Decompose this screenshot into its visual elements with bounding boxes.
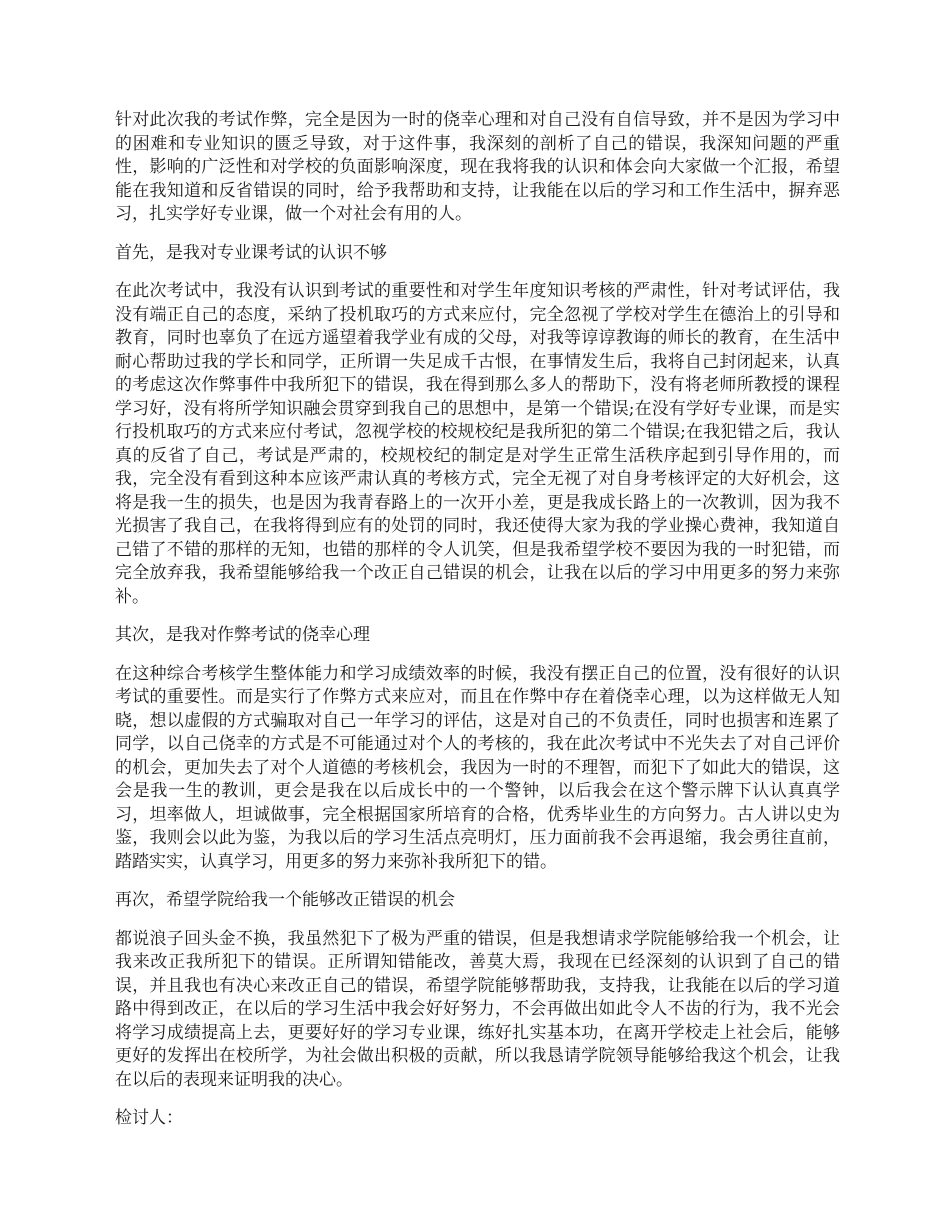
third-section-paragraph: 都说浪子回头金不换，我虽然犯下了极为严重的错误，但是我想请求学院能够给我一个机会，让我来改正我所犯下的错误。正所谓知错能改，善莫大焉，我现在已经深刻的认识到了自己的错误，并且我也有决心来改正自己的错误，希望学院能够帮助我，支持我，让我能在以后的学习道路中得到改正，在以后的学习生活中我会好好努力，不会再做出如此令人不齿的行为，我不光会将学习成绩提高上去，更要好好的学习专业课，练好扎实基本功，在离开学校走上社会后，能够更好的发挥出在校所学，为社会做出积极的贡献，所以我恳请学院领导能够给我这个机会，让我在以后的表现来证明我的决心。 [115,928,840,1090]
section-heading-first: 首先，是我对专业课考试的认识不够 [115,242,387,263]
signature-line: 检讨人： [115,1108,183,1128]
intro-paragraph: 针对此次我的考试作弊，完全是因为一时的侥幸心理和对自己没有自信导致，并不是因为学习中的困难和专业知识的匮乏导致，对于这件事，我深刻的剖析了自己的错误，我深知问题的严重性，影响的广泛性和对学校的负面影响深度，现在我将我的认识和体会向大家做一个汇报，希望能在我知道和反省错误的同时，给予我帮助和支持，让我能在以后的学习和工作生活中，摒弃恶习，扎实学好专业课，做一个对社会有用的人。 [115,110,840,224]
document-page [115,109,840,1146]
section-heading-third: 再次，希望学院给我一个能够改正错误的机会 [115,890,455,910]
section-heading-second: 其次，是我对作弊考试的侥幸心理 [115,625,370,645]
first-section-paragraph: 在此次考试中，我没有认识到考试的重要性和对学生年度知识考核的严肃性，针对考试评估，我没有端正自己的态度，采纳了投机取巧的方式来应付，完全忽视了学校对学生在德治上的引导和教育，同时也辜负了在远方遥望着我学业有成的父母，对我等谆谆教诲的师长的教育，在生活中耐心帮助过我的学长和同学，正所谓一失足成千古恨，在事情发生后，我将自己封闭起来，认真的考虑这次作弊事件中我所犯下的错误，我在得到那么多人的帮助下，没有将老师所教授的课程学习好，没有将所学知识融会贯穿到我自己的思想中，是第一个错误;在没有学好专业课，而是实行投机取巧的方式来应付考试，忽视学校的校规校纪是我所犯的第二个错误;在我犯错之后，我认真的反省了自己，考试是严肃的，校规校纪的制定是对学生正常生活秩序起到引导作用的，而我，完全没有看到这种本应该严肃认真的考核方式，完全无视了对自身考核评定的大好机会，这将是我一生的损失，也是因为我青春路上的一次开小差，更是我成长路上的一次教训，因为我不光损害了我自己，在我将得到应有的处罚的同时，我还使得大家为我的学业操心费神，我知道自己错了不错的那样的无知，也错的那样的令人讥笑，但是我希望学校不要因为我的一时犯错，而完全放弃我，我希望能够给我一个改正自己错误的机会，让我在以后的学习中用更多的努力来弥补。 [115,281,840,607]
second-section-paragraph: 在这种综合考核学生整体能力和学习成绩效率的时候，我没有摆正自己的位置，没有很好的认识考试的重要性。而是实行了作弊方式来应对，而且在作弊中存在着侥幸心理，以为这样做无人知晓，想以虚假的方式骗取对自己一年学习的评估，这是对自己的不负责任，同时也损害和连累了同学，以自己侥幸的方式是不可能通过对个人的考核的，我在此次考试中不光失去了对自己评价的机会，更加失去了对个人道德的考核机会，我因为一时的不理智，而犯下了如此大的错误，这会是我一生的教训，更会是我在以后成长中的一个警钟，以后我会在这个警示牌下认认真真学习，坦率做人，坦诚做事，完全根据国家所培育的合格，优秀毕业生的方向努力。古人讲以史为鉴，我则会以此为鉴，为我以后的学习生活点亮明灯，压力面前我不会再退缩，我会勇往直前，踏踏实实，认真学习，用更多的努力来弥补我所犯下的错。 [115,663,840,872]
